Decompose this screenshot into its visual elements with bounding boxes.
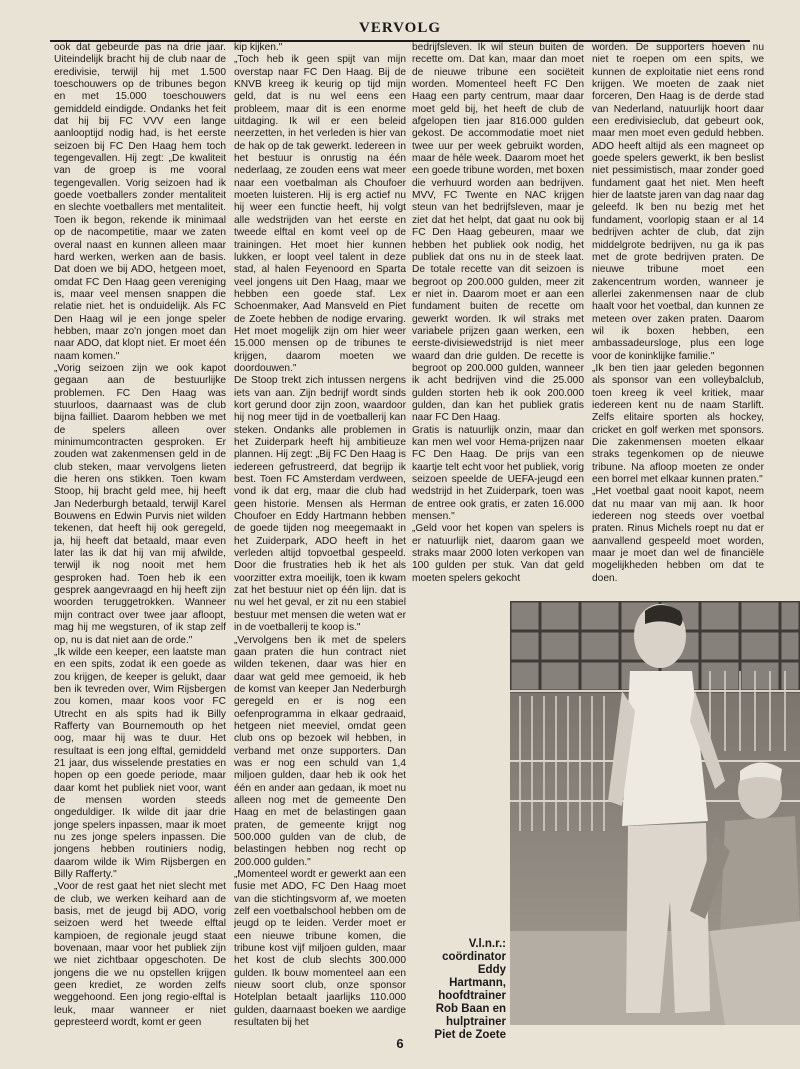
article-column-3 (412, 42, 584, 592)
paragraph: Gratis is natuurlijk onzin, maar dan kan men wel voor Hema-prijzen naar FC Den Haag. De prijs van een kaartje telt echt voor het publiek, vorig seizoen speelde de UEFA-jeugd een wedstrijd in het Zuiderpark, toen was de entree ook gratis, er zaten 16.000 mensen." (412, 424, 584, 523)
page-number: 6 (396, 1036, 404, 1051)
paragraph: worden. De supporters hoeven nu niet te roepen om een spits, we kunnen de exploitatie niet eens rond krijgen. We moeten de zaak niet forceren, Den Haag is de derde stad van Nederland, natuurlijk hoort daar een eredivisieclub, dat gebeurt ook, maar men moet even geduld hebben. ADO heeft altijd als een magneet op goede spelers gewerkt, ik ben beslist niet pessimistisch, maar zonder goed fundament gaat het niet. Men heeft hier de laatste jaren van dag naar dag geleefd. Ik ben nu bezig met het fundament, voorlopig staan er al 14 bedrijven achter de club, dat zijn middelgrote bedrijven, nu ga ik pas met de grote bedrijven praten. De nieuwe tribune moet een zakencentrum worden, wanneer je allerlei zakenmensen naar de club haalt voor het voetbal, dan kunnen ze meteen over zaken praten. Daarom wil ik boxen hebben, een ambassadeursloge, plus een loge voor de koninklijke familie." (592, 42, 764, 362)
section-title: VERVOLG (358, 20, 441, 36)
paragraph: „Geld voor het kopen van spelers is er natuurlijk niet, daarom gaan we straks maar 2000 loten verkopen van 100 gulden per stuk. Van dat geld moeten spelers gekocht (412, 523, 584, 584)
caption-line: Hartmann, (449, 977, 506, 989)
caption-line: hoofdtrainer (438, 990, 506, 1002)
paragraph: „Momenteel wordt er gewerkt aan een fusie met ADO, FC Den Haag moet van die stichtingsvorm af, we moeten zelf een voetbalschool hebben om de jeugd op te leiden. Verder moet er een nieuwe tribune komen, die tribune kost vijf miljoen gulden, maar het kost de club slechts 300.000 gulden. Ik bouw momenteel aan een nieuw soort club, onze sponsor Hotelplan betaalt jaarlijks 110.000 gulden, daarnaast boeken we aardige resultaten bij het (234, 869, 406, 1029)
paragraph: De Stoop trekt zich intussen nergens iets van aan. Zijn bedrijf wordt sinds kort gerund door zijn zoon, waardoor hij nog meer tijd in de voetballerij kan steken. Ondanks alle problemen in het Zuiderpark heeft hij ambitieuze plannen. Hij zegt: „Bij FC Den Haag is iedereen gefrustreerd, dat begrijp ik best. Toen FC Amsterdam verdween, vond ik dat erg, maar die club had geen historie. Mensen als Herman Choufoer en Eddy Hartmann hebben de goede tijden nog meegemaakt in het Zuiderpark, ADO heeft in het verleden altijd topvoetbal gespeeld. Door die frustraties heb ik het als voorzitter extra moeilijk, toen ik kwam zat het bestuur niet op één lijn. dat is nu wel het geval, er zit nu een stabiel bestuur met mensen die weten wat er in de voetballerij te koop is." (234, 375, 406, 634)
paragraph: „Ik ben tien jaar geleden begonnen als sponsor van een volleybalclub, toen kreeg ik veel kritiek, maar iedereen kent nu de naam Starlift. Zelfs elitaire sporten als hockey, cricket en golf werken met sponsors. Die zakenmensen moeten elkaar straks tegenkomen op de nieuwe tribune. Na afloop moeten ze onder een borrel met elkaar kunnen praten." (592, 362, 764, 486)
caption-line: Eddy (477, 964, 506, 976)
photo-caption (416, 938, 506, 1042)
page-header (50, 20, 750, 42)
paragraph: „Voor de rest gaat het niet slecht met de club, we werken keihard aan de basis, met de jeugd bij ADO, vorig seizoen werd het tweede elftal kampioen, de regionale jeugd staat bovenaan, maar voor het publiek zijn we niet zichtbaar opgeschoten. De jongens die we nu opstellen krijgen geen krediet, ze worden zelfs weggehoond. Een jong regio-elftal is leuk, maar wanneer er niet gepresteerd wordt, komt er geen (54, 881, 226, 1029)
article-column-1 (54, 42, 226, 1034)
caption-line: Piet de Zoete (434, 1029, 506, 1041)
paragraph: ook dat gebeurde pas na drie jaar. Uiteindelijk bracht hij de club naar de eredivisie, terwijl hij met 1.500 toeschouwers op de tribunes begon en met 15.000 toeschouwers gemiddeld eindigde. Ondanks het feit dat hij bij FC VVV een lange aanlooptijd nodig had, is het eerste seizoen bij FC Den Haag hem toch tegengevallen. Hij zegt: „De kwaliteit van de groep is me vooral tegengevallen. Vorig seizoen had ik goede voetballers zonder mentaliteit en slechte voetballers met mentaliteit. Toen ik begon, rekende ik minimaal op de nacompetitie, maar we zaten overal naast en kunnen alleen maar hard werken, werken aan de basis. Dat doen we bij ADO, hetgeen moet, omdat FC Den Haag geen vereniging is, maar veel mensen snappen die relatie niet. het is onduidelijk. Als FC Den Haag wil je een jonge speler hebben, maar zo'n jongen moet dan naar ADO, dat klopt niet. Er moet één naam komen." (54, 42, 226, 362)
paragraph: „Ik wilde een keeper, een laatste man en een spits, zodat ik een goede as zou krijgen, de keeper is gelukt, daar ben ik tevreden over, Wim Rijsbergen zou komen, maar koos voor FC Utrecht en als spits had ik Billy Rafferty van Bournemouth op het oog, maar hij was te duur. Het resultaat is een jong elftal, gemiddeld 21 jaar, dus wisselende prestaties en hopen op een goede periode, maar daar komt het publiek niet voor, want de mensen worden steeds ongeduldiger. Ik wilde dit jaar drie jonge spelers inpassen, maar ik moet nu zes jonge spelers inpassen. Die jongens hebben routiniers nodig, daarom wilde ik Wim Rijsbergen en Billy Rafferty." (54, 646, 226, 881)
article-column-4 (592, 42, 764, 592)
photo-illustration (510, 601, 800, 1025)
caption-line: V.l.n.r.: (468, 938, 506, 950)
paragraph: bedrijfsleven. Ik wil steun buiten de recette om. Dat kan, maar dan moet de nieuwe tribune een sociëteit worden. Momenteel heeft FC Den Haag een party centrum, maar daar moet geld bij, het heeft de club de afgelopen tien jaar 816.000 gulden gekost. De accommodatie moet niet twee uur per week gebruikt worden, maar de héle week. Daarom moet het een goede tribune worden, met boxen die verhuurd worden aan bedrijven. MVV, FC Twente en NAC krijgen steun van het bedrijfsleven, maar je ziet dat het helpt, dat gaat nu ook bij FC Den Haag gebeuren, maar we hebben het publiek ook nodig, het publiek dat ons nu in de steek laat. De totale recette van dit seizoen is begroot op 200.000 gulden, meer zit er niet in. Daarom moet er aan een fundament buiten de recette om gewerkt worden. Ik wil straks met variabele prijzen gaan werken, een eerste-divisiewedstrijd is niet meer waard dan drie gulden. De recette is begroot op 200.000 gulden, wanneer ik acht bedrijven vind die 25.000 gulden storten heb ik ook 200.000 gulden, dan kan het publiek gratis naar FC Den Haag. (412, 42, 584, 424)
caption-line: coördinator (442, 951, 506, 963)
paragraph: kip kijken." (234, 42, 283, 53)
team-staff-photo (510, 601, 800, 1025)
paragraph: „Vorig seizoen zijn we ook kapot gegaan aan de bestuurlijke problemen. FC Den Haag was stuurloos, daarnaast was de club bijna failliet. Daarom hebben we met de spelers alleen over minimumcontracten gesproken. Er zouden wat zakenmensen geld in de club steken, maar vervolgens lieten die heren ons stikken. Toen kwam Stoop, hij bracht geld mee, hij heeft Jan Nederburgh betaald, terwijl Karel Bouwens en Edwin Purvis niet wilden tekenen, dat heeft hij ook geregeld, ja, hij heeft dat betaald, maar even later las ik dat hij van mij afwilde, terwijl ik nog nooit met hem gesproken had. Toen heb ik een gesprek aangevraagd en hij heeft zijn woorden teruggetrokken. Wanneer mijn contract over twee jaar afloopt, mag hij me wegsturen, of ik stap zelf op, nu is dat niet aan de orde." (54, 362, 226, 646)
caption-line: Rob Baan en (435, 1003, 506, 1015)
paragraph: „Het voetbal gaat nooit kapot, neem dat nu maar van mij aan. Ik hoor iedereen nog steeds over voetbal praten. Rinus Michels roept nu dat er aanvallend gespeeld moet worden, maar je moet dan wel de financiële mogelijkheden hebben om dat te doen. (592, 486, 764, 584)
article-column-2 (234, 42, 406, 1034)
caption-line: hulptrainer (445, 1016, 506, 1028)
paragraph: „Toch heb ik geen spijt van mijn overstap naar FC Den Haag. Bij de KNVB kreeg ik keurig op tijd mijn geld, dat is nu wel eens een probleem, maar dit is een enorme uitdaging. Ik wil er een beleid neerzetten, in het verleden is hier van de hak op de tak gewerkt. Iedereen in het bestuur is onrustig na één nederlaag, ze zouden eens wat meer naar een voetbalman als Choufoer moeten luisteren. Hij is erg actief nu hij weer een functie heeft, hij volgt alle wedstrijden van het eerste en tweede elftal en komt veel op de trainingen. Het moet hier kunnen lukken, er loopt veel talent in deze stad, al halen Feyenoord en Sparta veel jongens uit Den Haag, maar we hebben een goede staf. Lex Schoenmaker, Aad Mansveld en Piet de Zoete hebben de nodige ervaring. Het moet mogelijk zijn om hier weer 15.000 mensen op de tribunes te krijgen, daarom moeten we doordouwen." (234, 54, 406, 374)
paragraph: „Vervolgens ben ik met de spelers gaan praten die hun contract niet wilden tekenen, daar was hier en daar wat geld mee gemoeid, ik heb de komst van keeper Jan Nederburgh geregeld en er is nog een oefenprogramma in elkaar gedraaid, hetgeen niet meeviel, omdat geen club ons op bezoek wil hebben, in verband met onze supporters. Dan was er nog een schuld van 1,4 miljoen gulden, daar heb ik ook het één en ander aan gedaan, ik moet nu alleen nog met de gemeente Den Haag en met de belastingen gaan praten, de gemeente krijgt nog 500.000 gulden van de club, de belastingen hebben nog recht op 200.000 gulden." (234, 634, 406, 868)
